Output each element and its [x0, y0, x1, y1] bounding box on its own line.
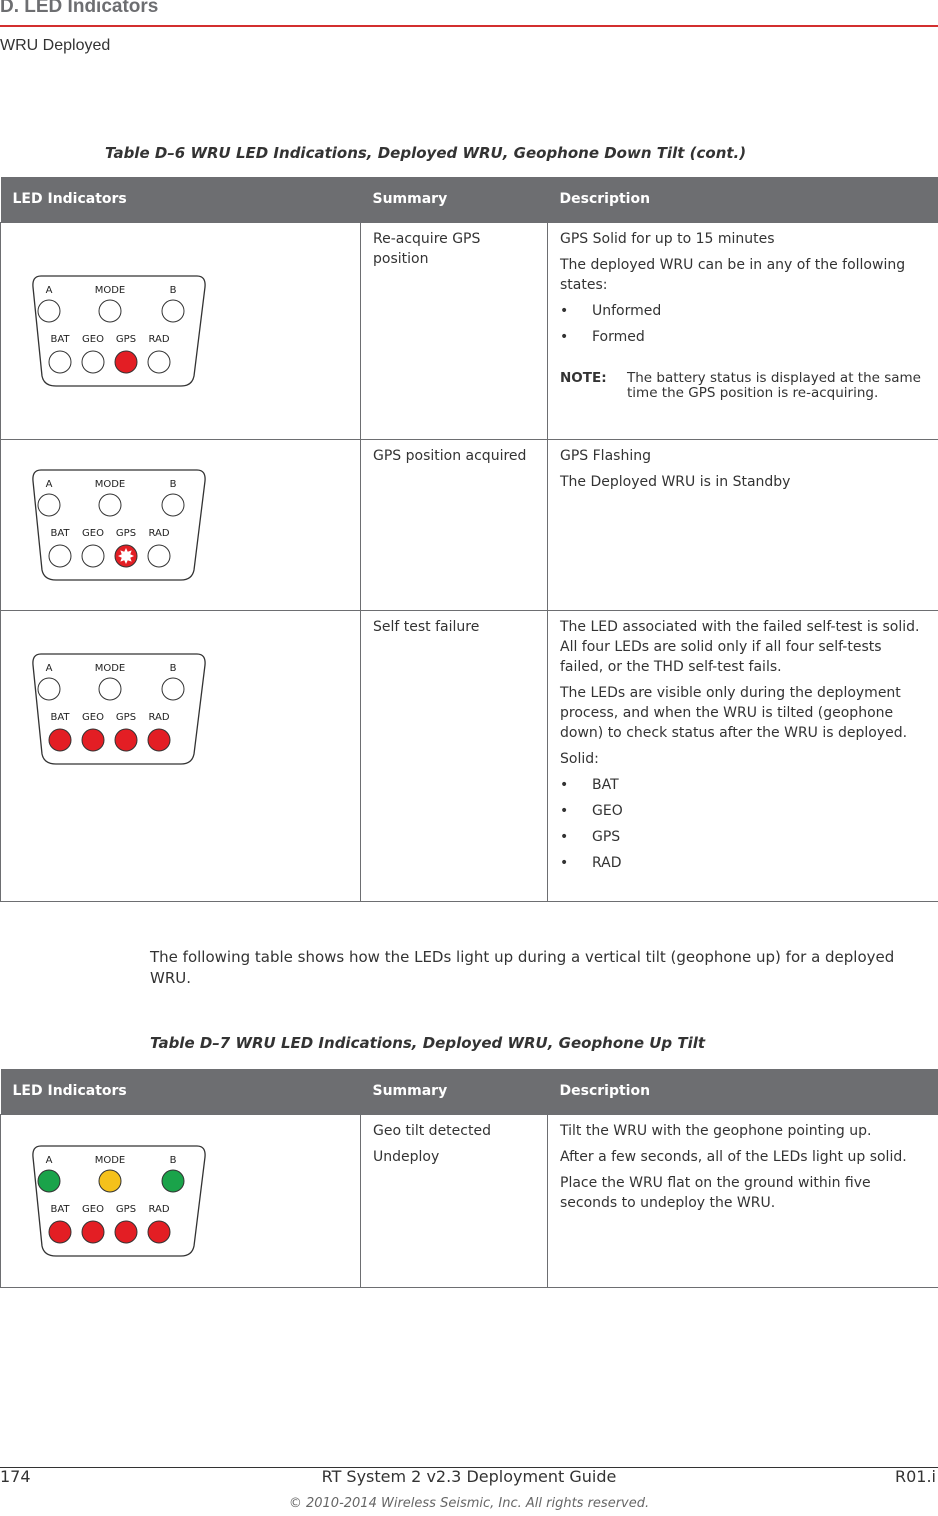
led-a — [38, 494, 60, 516]
led-gps — [115, 351, 137, 373]
description-text: The Deployed WRU is in Standby — [560, 473, 791, 490]
led-label-geo: GEO — [82, 333, 104, 345]
led-label-b: B — [169, 1154, 177, 1166]
led-b — [162, 678, 184, 700]
revision: R01.i — [894, 1467, 936, 1486]
led-label-bat: BAT — [50, 711, 70, 723]
led-label-mode: MODE — [94, 478, 126, 490]
led-label-gps: GPS — [115, 527, 137, 539]
led-a — [38, 1170, 60, 1192]
led-b — [162, 300, 184, 322]
led-label-bat: BAT — [50, 1203, 70, 1215]
bullet-item: • Formed — [560, 328, 645, 345]
description-text: After a few seconds, all of the LEDs light up solid. — [560, 1148, 907, 1165]
description-text: Tilt the WRU with the geophone pointing up. — [560, 1122, 872, 1139]
led-geo — [82, 729, 104, 751]
summary-text: Geo tilt detected — [373, 1122, 491, 1139]
flash-burst-icon — [118, 548, 134, 564]
led-gps — [115, 729, 137, 751]
led-label-gps: GPS — [115, 333, 137, 345]
led-label-b: B — [169, 662, 177, 674]
note-text: The battery status is displayed at the same time the GPS position is re-acquiring. — [627, 369, 921, 401]
page-number: 174 — [0, 1467, 31, 1486]
led-label-geo: GEO — [82, 711, 104, 723]
description-text: Solid: — [560, 750, 599, 767]
led-label-gps: GPS — [115, 711, 137, 723]
led-panel-svg — [31, 651, 209, 767]
description-text: GPS Solid for up to 15 minutes — [560, 230, 775, 247]
led-indicator-cell — [1, 439, 361, 610]
led-label-a: A — [45, 478, 53, 490]
description-cell — [548, 222, 938, 439]
table-row — [1, 439, 938, 610]
note-block — [560, 371, 926, 401]
header-rule — [0, 25, 938, 27]
led-label-mode: MODE — [94, 1154, 126, 1166]
led-label-rad: RAD — [148, 527, 170, 539]
table-d7 — [0, 1069, 938, 1288]
led-b — [162, 494, 184, 516]
bullet-text: GPS — [592, 828, 621, 845]
description-text: GPS Flashing — [560, 447, 651, 464]
bullet-item: • Unformed — [560, 302, 662, 319]
led-label-a: A — [45, 1154, 53, 1166]
document-title: RT System 2 v2.3 Deployment Guide — [321, 1467, 617, 1486]
led-label-bat: BAT — [50, 333, 70, 345]
summary-cell — [361, 610, 548, 901]
led-panel-diagram — [1, 467, 360, 583]
led-b — [162, 1170, 184, 1192]
led-panel-svg — [31, 1143, 209, 1259]
led-panel-diagram — [1, 1143, 360, 1259]
led-geo — [82, 351, 104, 373]
column-header: Description — [548, 1069, 938, 1114]
summary-text: Undeploy — [373, 1148, 440, 1165]
column-header: LED Indicators — [1, 1069, 361, 1114]
led-mode — [99, 1170, 121, 1192]
column-header: Summary — [361, 177, 548, 222]
led-a — [38, 300, 60, 322]
led-indicator-cell — [1, 1114, 361, 1287]
led-label-bat: BAT — [50, 527, 70, 539]
summary-cell — [361, 222, 548, 439]
bullet-text: RAD — [592, 854, 622, 871]
led-mode — [99, 300, 121, 322]
led-label-mode: MODE — [94, 662, 126, 674]
led-label-b: B — [169, 478, 177, 490]
led-label-rad: RAD — [148, 333, 170, 345]
table-d7-caption: Table D–7 WRU LED Indications, Deployed WRU, Geophone Up Tilt — [150, 1034, 706, 1052]
led-label-a: A — [45, 284, 53, 296]
section-subtitle: WRU Deployed — [0, 37, 111, 54]
description-cell — [548, 1114, 938, 1287]
led-rad — [148, 729, 170, 751]
bullet-text: GEO — [592, 802, 623, 819]
summary-text: GPS position acquired — [373, 447, 527, 464]
led-panel-diagram — [1, 273, 360, 389]
led-panel-diagram — [1, 651, 360, 767]
led-bat — [49, 351, 71, 373]
led-label-gps: GPS — [115, 1203, 137, 1215]
led-geo — [82, 545, 104, 567]
description-cell — [548, 610, 938, 901]
led-mode — [99, 678, 121, 700]
description-text: The deployed WRU can be in any of the following states: — [560, 256, 906, 293]
led-label-rad: RAD — [148, 711, 170, 723]
description-cell — [548, 439, 938, 610]
led-bat — [49, 729, 71, 751]
led-panel-svg — [31, 467, 209, 583]
led-rad — [148, 351, 170, 373]
bullet-item: • GPS — [560, 828, 621, 845]
led-rad — [148, 545, 170, 567]
table-row — [1, 610, 938, 901]
bullet-item: • GEO — [560, 802, 623, 819]
table-d6-caption: Table D–6 WRU LED Indications, Deployed WRU, Geophone Down Tilt (cont.) — [105, 144, 747, 162]
led-label-geo: GEO — [82, 1203, 104, 1215]
bullet-text: Unformed — [592, 302, 662, 319]
led-gps — [115, 1221, 137, 1243]
section-title: D. LED Indicators — [0, 0, 159, 17]
note-label: NOTE: — [560, 369, 607, 386]
led-rad — [148, 1221, 170, 1243]
bullet-item: • RAD — [560, 854, 622, 871]
led-indicator-cell — [1, 610, 361, 901]
summary-cell — [361, 439, 548, 610]
column-header: Description — [548, 177, 938, 222]
led-indicator-cell — [1, 222, 361, 439]
led-label-mode: MODE — [94, 284, 126, 296]
copyright: © 2010-2014 Wireless Seismic, Inc. All rights reserved. — [288, 1496, 650, 1511]
table-header-row — [1, 1069, 938, 1114]
led-bat — [49, 545, 71, 567]
led-geo — [82, 1221, 104, 1243]
body-paragraph: The following table shows how the LEDs light up during a vertical tilt (geophone up) for a deployed WRU. — [150, 948, 895, 987]
description-text: Place the WRU flat on the ground within five seconds to undeploy the WRU. — [560, 1174, 871, 1211]
description-text: The LEDs are visible only during the deployment process, and when the WRU is tilted (geophone down) to check status after the WRU is deployed. — [560, 684, 908, 741]
bullet-text: Formed — [592, 328, 645, 345]
led-label-rad: RAD — [148, 1203, 170, 1215]
table-row — [1, 1114, 938, 1287]
led-label-b: B — [169, 284, 177, 296]
bullet-item: • BAT — [560, 776, 619, 793]
summary-text: Re-acquire GPS position — [373, 230, 481, 267]
summary-cell — [361, 1114, 548, 1287]
description-text: The LED associated with the failed self-test is solid. All four LEDs are solid only if all four self-tests failed, or the THD self-test fails. — [560, 618, 920, 675]
led-panel-svg — [31, 273, 209, 389]
led-label-a: A — [45, 662, 53, 674]
column-header: LED Indicators — [1, 177, 361, 222]
column-header: Summary — [361, 1069, 548, 1114]
led-bat — [49, 1221, 71, 1243]
summary-text: Self test failure — [373, 618, 480, 635]
table-row — [1, 222, 938, 439]
led-a — [38, 678, 60, 700]
led-label-geo: GEO — [82, 527, 104, 539]
bullet-text: BAT — [592, 776, 619, 793]
table-header-row — [1, 177, 938, 222]
led-mode — [99, 494, 121, 516]
table-d6 — [0, 177, 938, 902]
